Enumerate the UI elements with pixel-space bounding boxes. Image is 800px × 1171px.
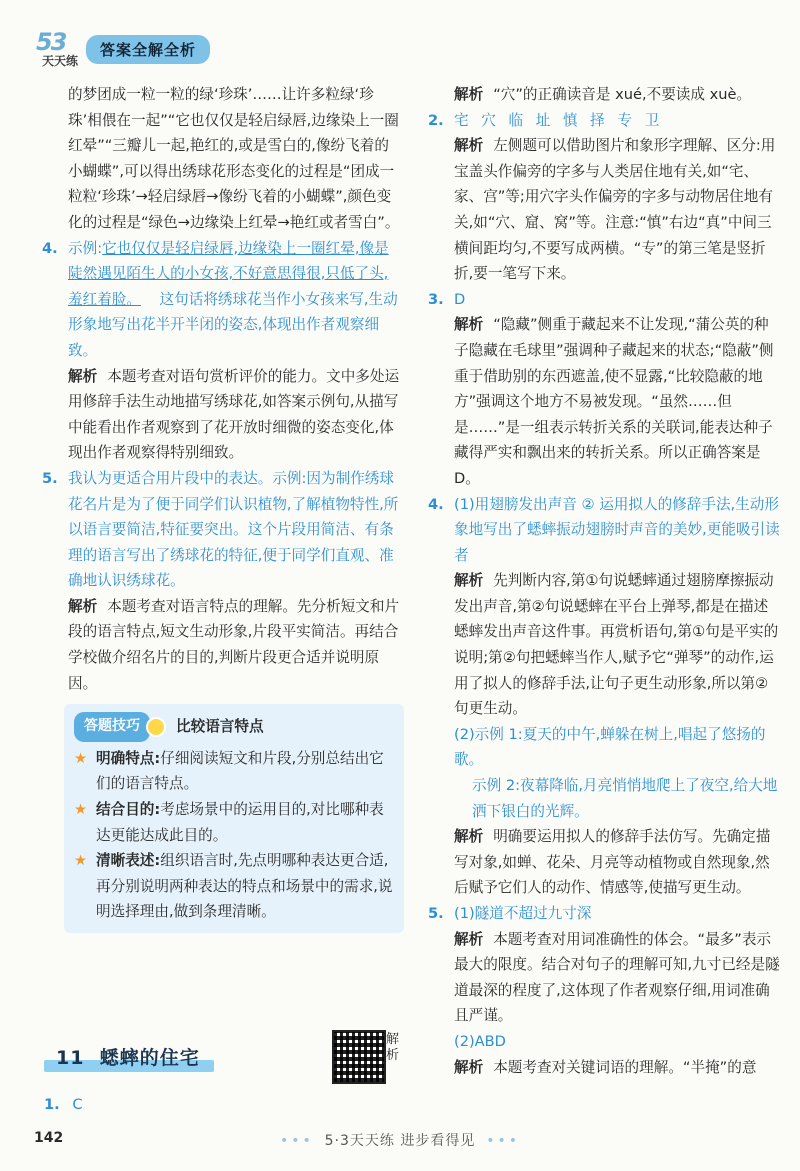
page-header [36,28,210,70]
star-icon: ★ [74,749,88,767]
item-number: 1. [44,1096,60,1113]
analysis-text: “隐藏”侧重于藏起来不让发现,“蒲公英的种子隐藏在毛球里”强调种子藏起来的状态;“隐蔽”侧重于借助别的东西遮盖,使不显露,“比较隐蔽的地方”强调这个地方不易被发现。“虽然……但是……”是一组表示转折关系的关联词,能表达种子藏得严实和飘出来的转折关系。所以正确答案是 D。 [454,316,774,487]
tip-label: 结合目的: [96,801,161,819]
item-number: 5. [428,905,444,922]
section-title: 蟋蟀的住宅 [99,1046,200,1069]
analysis-label: 解析 [454,1058,484,1076]
right-column [428,82,780,1080]
analysis-label: 解析 [68,367,98,385]
analysis-label: 解析 [454,930,484,948]
analysis-label: 解析 [454,86,484,103]
slogan-text: 5·3天天练 进步看得见 [324,1133,476,1149]
analysis [428,133,780,287]
brand-logo [36,28,82,70]
answer-text: (2)ABD [454,1032,506,1050]
analysis-label: 解析 [454,828,484,846]
analysis-label: 解析 [454,572,484,590]
answer-item-3 [428,287,780,313]
analysis-text: “穴”的正确读音是 xué,不要读成 xuè。 [493,86,752,103]
lightbulb-icon [146,717,166,737]
item-number: 3. [428,290,444,308]
item-number: 2. [428,111,444,129]
star-icon: ★ [74,801,88,819]
analysis [68,594,402,696]
tip-item [74,746,394,797]
analysis [428,824,780,901]
logo-number: 53 [36,28,66,56]
section-heading [44,1040,214,1072]
tip-text: 考虑场景中的运用目的,对比哪种表达更能达成此目的。 [96,801,384,844]
qr-label: 解析 [386,1032,400,1063]
section-number: 11 [56,1046,85,1069]
tip-label: 明确特点: [96,749,161,767]
analysis-label: 解析 [454,316,484,334]
item-number: 4. [42,239,58,257]
qr-code-icon[interactable] [332,1030,386,1084]
answer-text: C [72,1096,83,1113]
decorative-dots: ••• [279,1133,314,1149]
analysis-text: 明确要运用拟人的修辞手法仿写。先确定描写对象,如蝉、花朵、月亮等动植物或自然现象,然后赋予它们人的动作、情感等,使描写更生动。 [454,828,771,897]
analysis [68,364,402,466]
analysis [428,1055,780,1081]
analysis-text: 本题考查对语句赏析评价的能力。文中多处运用修辞手法生动地描写绣球花,如答案示例句,从描写中能看出作者观察到了花开放时细微的姿态变化,体现出作者观察得特别细致。 [68,367,400,462]
answer-prefix: 示例: [68,239,103,257]
left-column [42,82,402,933]
answer-item-4 [42,236,402,364]
item-number: 5. [42,469,58,487]
analysis [428,927,780,1029]
analysis-continuation: 的梦团成一粒一粒的绿‘珍珠’……让许多粒绿‘珍珠’相偎在一起”“它也仅仅是轻启绿唇,边缘染上一圈红晕”“三瓣儿一起,艳红的,或是雪白的,像纷飞着的小蝴蝶”,可以得出绣球花形态变化的过程是“团成一粒粒‘珍珠’→轻启绿唇→像纷飞着的小蝴蝶”,颜色变化的过程是“绿色→边缘染上红晕→艳红或者雪白”。 [68,86,400,231]
analysis [428,568,780,722]
tip-text: 组织语言时,先点明哪种表达更合适,再分别说明两种表达的特点和场景中的需求,说明选择理由,做到条理清晰。 [96,852,393,921]
answer-text: 示例 2:夜幕降临,月亮悄悄地爬上了夜空,给大地洒下银白的光辉。 [472,777,778,820]
header-tag: 答案全解全析 [86,35,210,64]
analysis-label: 解析 [68,597,98,615]
analysis-label: 解析 [454,137,484,155]
analysis-text: 本题考查对用词准确性的体会。“最多”表示最大的限度。结合对句子的理解可知,九寸已经是隧道最深的程度了,这体现了作者观察仔细,用词准确且严谨。 [454,930,780,1025]
tips-box [64,704,404,933]
answer-text: (2)示例 1:夏天的中午,蝉躲在树上,唱起了悠扬的歌。 [454,725,766,769]
answer-text: 我认为更适合用片段中的表达。示例:因为制作绣球花名片是为了便于同学们认识植物,了解植物特性,所以语言要简洁,特征要突出。这个片段用简洁、有条理的语言写出了绣球花的特征,便于同学们直观、准确地认识绣球花。 [68,469,399,590]
answer-text: D [454,290,466,308]
tips-badge: 答题技巧 [74,712,150,742]
tip-label: 清晰表述: [96,852,161,870]
analysis-text: 本题考查对语言特点的理解。先分析短文和片段的语言特点,短文生动形象,片段平实简洁。再结合学校做介绍名片的目的,判断片段更合适并说明原因。 [68,597,400,692]
answer-item-1 [44,1096,83,1113]
tip-item [74,848,394,925]
star-icon: ★ [74,852,88,870]
answer-item-5 [428,901,780,927]
analysis-text: 左侧题可以借助图片和象形字理解、区分:用宝盖头作偏旁的字多与人类居住地有关,如“宅、家、宫”等;用穴字头作偏旁的字多与动物居住地有关,如“穴、窟、窝”等。注意:“慎”右边“真”中间三横间距均匀,不要写成两横。“专”的第三笔是竖折折,要一笔写下来。 [454,137,776,283]
answer-explanation: 这句话将绣球花当作小女孩来写,生动形象地写出花半开半闭的姿态,体现出作者观察细致。 [68,290,398,359]
analysis [428,82,780,108]
answer-underlined: 它也仅仅是轻启绿唇,边缘染上一圈红晕,像是陡然遇见陌生人的小女孩,不好意思得很,只低了头,羞红着脸。 [68,239,389,308]
answer-text: 宅 穴 临 址 慎 择 专 卫 [454,111,664,129]
page-number: 142 [34,1130,64,1146]
analysis [428,312,780,491]
decorative-dots: ••• [486,1133,521,1149]
logo-text: 天天练 [42,54,79,68]
item-number: 4. [428,495,444,513]
tip-text: 仔细阅读短文和片段,分别总结出它们的语言特点。 [96,749,384,793]
answer-item-2 [428,108,780,134]
answer-text: (1)隧道不超过九寸深 [454,905,592,922]
answer-item-5 [42,466,402,594]
footer-slogan [0,1130,800,1150]
answer-item-4 [428,492,780,569]
tip-item [74,797,394,848]
tips-title: 比较语言特点 [176,718,264,736]
analysis-text: 本题考查对关键词语的理解。“半掩”的意 [493,1058,757,1076]
answer-text: (1)用翅膀发出声音 ② 运用拟人的修辞手法,生动形象地写出了蟋蟀振动翅膀时声音的美妙,更能吸引读者 [454,495,780,564]
analysis-text: 先判断内容,第①句说蟋蟀通过翅膀摩擦振动发出声音,第②句说蟋蟀在平台上弹琴,都是在描述蟋蟀发出声音这件事。再赏析语句,第①句是平实的说明;第②句把蟋蟀当作人,赋予它“弹琴”的动作,运用了拟人的修辞手法,让句子更生动形象,所以第②句更生动。 [454,572,779,718]
